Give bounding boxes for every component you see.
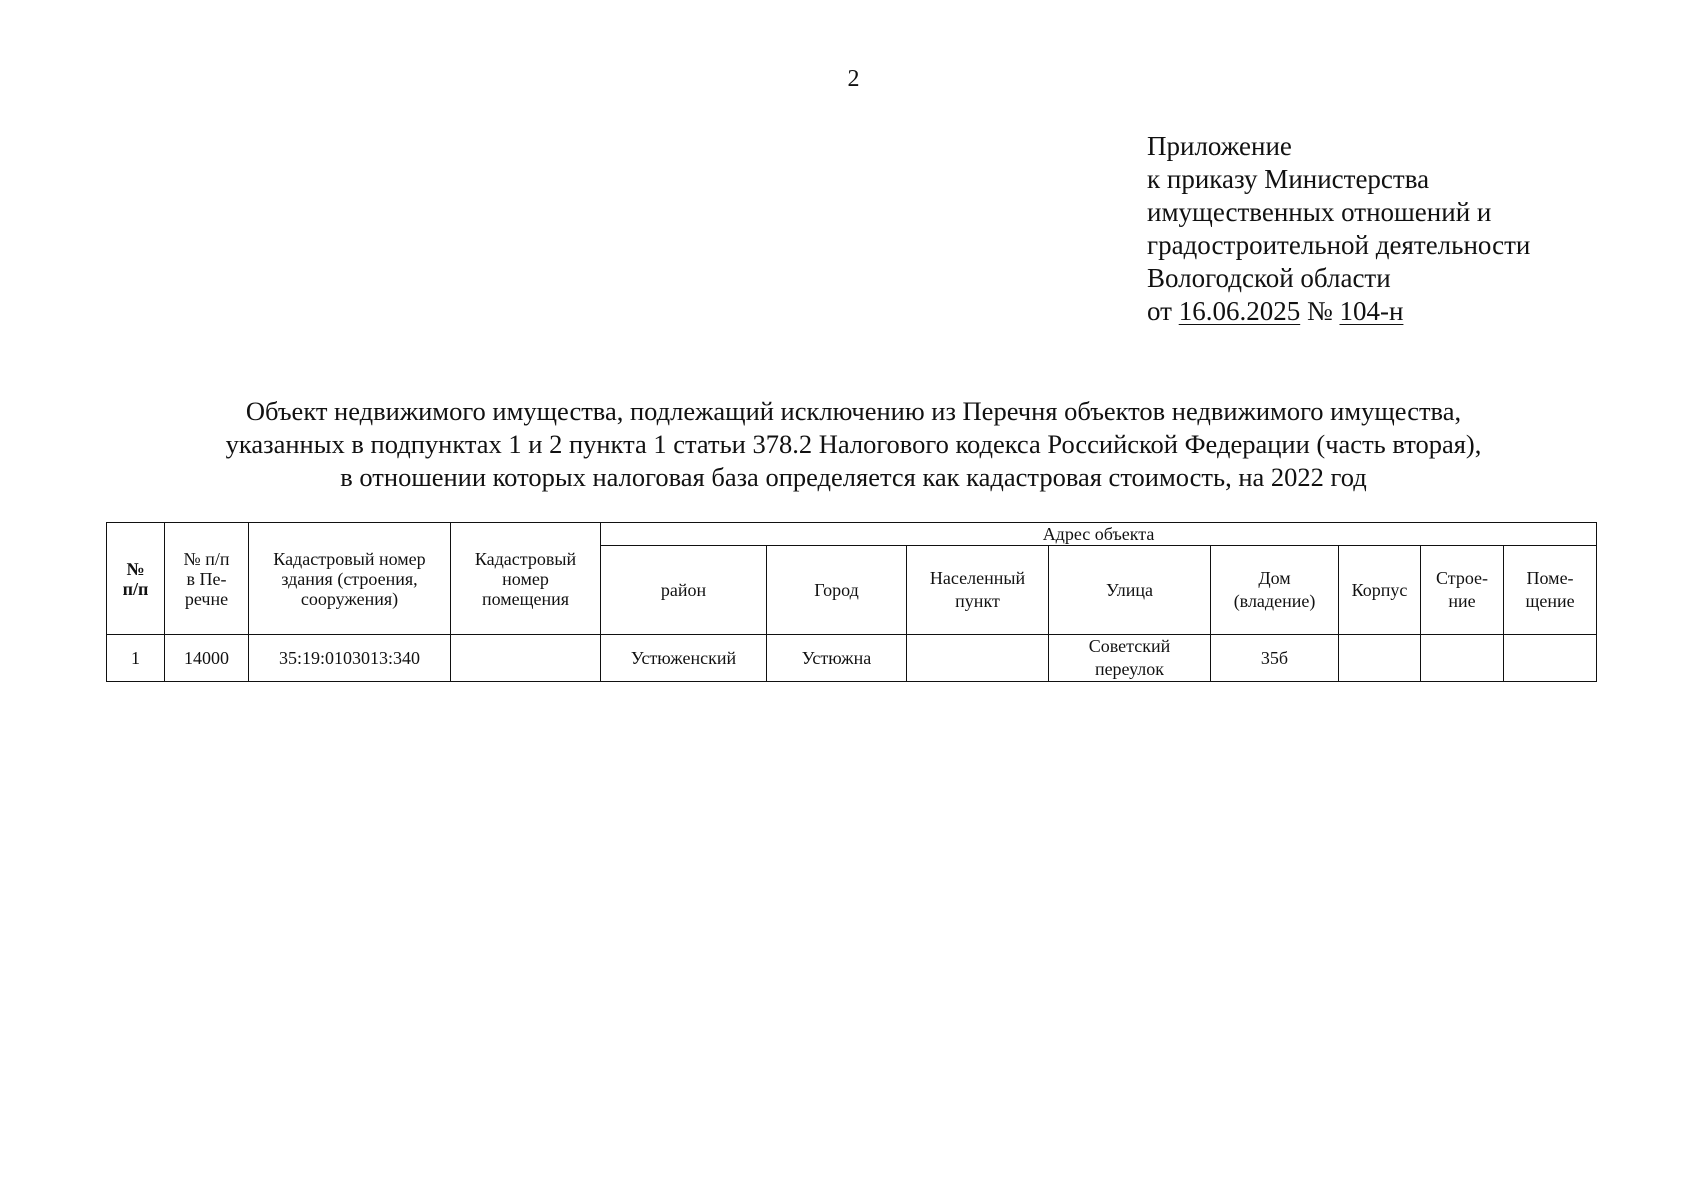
appendix-line: имущественных отношений и	[1147, 197, 1492, 227]
appendix-line: к приказу Министерства	[1147, 164, 1430, 194]
appendix-block	[1147, 130, 1687, 328]
cell-street: Советский переулок	[1049, 635, 1211, 682]
cell-premises	[1504, 635, 1597, 682]
header-district: район	[601, 546, 767, 635]
title-line: Объект недвижимого имущества, подлежащий исключению из Перечня объектов недвижимого имущества,	[245, 396, 1462, 426]
document-title	[0, 395, 1707, 494]
cell-district: Устюженский	[601, 635, 767, 682]
title-line: в отношении которых налоговая база определяется как кадастровая стоимость, на 2022 год	[340, 462, 1367, 492]
cell-house: 35б	[1211, 635, 1339, 682]
header-list-num: № п/п в Пе- речне	[165, 523, 249, 635]
order-date: 16.06.2025	[1178, 296, 1301, 326]
header-house: Дом (владение)	[1211, 546, 1339, 635]
page-number: 2	[847, 66, 860, 92]
header-building-cadastral: Кадастровый номер здания (строения, сооружения)	[249, 523, 451, 635]
header-street: Улица	[1049, 546, 1211, 635]
cell-city: Устюжна	[767, 635, 907, 682]
appendix-line: Вологодской области	[1147, 263, 1391, 293]
header-settlement: Населенный пункт	[907, 546, 1049, 635]
cell-building	[1421, 635, 1504, 682]
header-address-group: Адрес объекта	[601, 523, 1597, 546]
header-num: № п/п	[107, 523, 165, 635]
header-premises: Поме- щение	[1504, 546, 1597, 635]
cell-building-cadastral: 35:19:0103013:340	[249, 635, 451, 682]
cell-settlement	[907, 635, 1049, 682]
header-block: Корпус	[1339, 546, 1421, 635]
appendix-order-line	[1147, 295, 1687, 328]
date-prefix: от	[1147, 296, 1172, 326]
header-premises-cadastral: Кадастровый номер помещения	[451, 523, 601, 635]
header-city: Город	[767, 546, 907, 635]
table-row	[107, 635, 1597, 682]
header-row	[107, 523, 1597, 546]
cell-num: 1	[107, 635, 165, 682]
cell-block	[1339, 635, 1421, 682]
order-number: 104-н	[1339, 296, 1404, 326]
appendix-line: Приложение	[1147, 131, 1292, 161]
title-line: указанных в подпунктах 1 и 2 пункта 1 статьи 378.2 Налогового кодекса Российской Федерации (часть вторая),	[225, 429, 1482, 459]
registry-table	[106, 522, 1597, 682]
cell-list-num: 14000	[165, 635, 249, 682]
cell-premises-cadastral	[451, 635, 601, 682]
number-prefix: №	[1306, 296, 1333, 326]
header-building: Строе- ние	[1421, 546, 1504, 635]
appendix-line: градостроительной деятельности	[1147, 230, 1531, 260]
